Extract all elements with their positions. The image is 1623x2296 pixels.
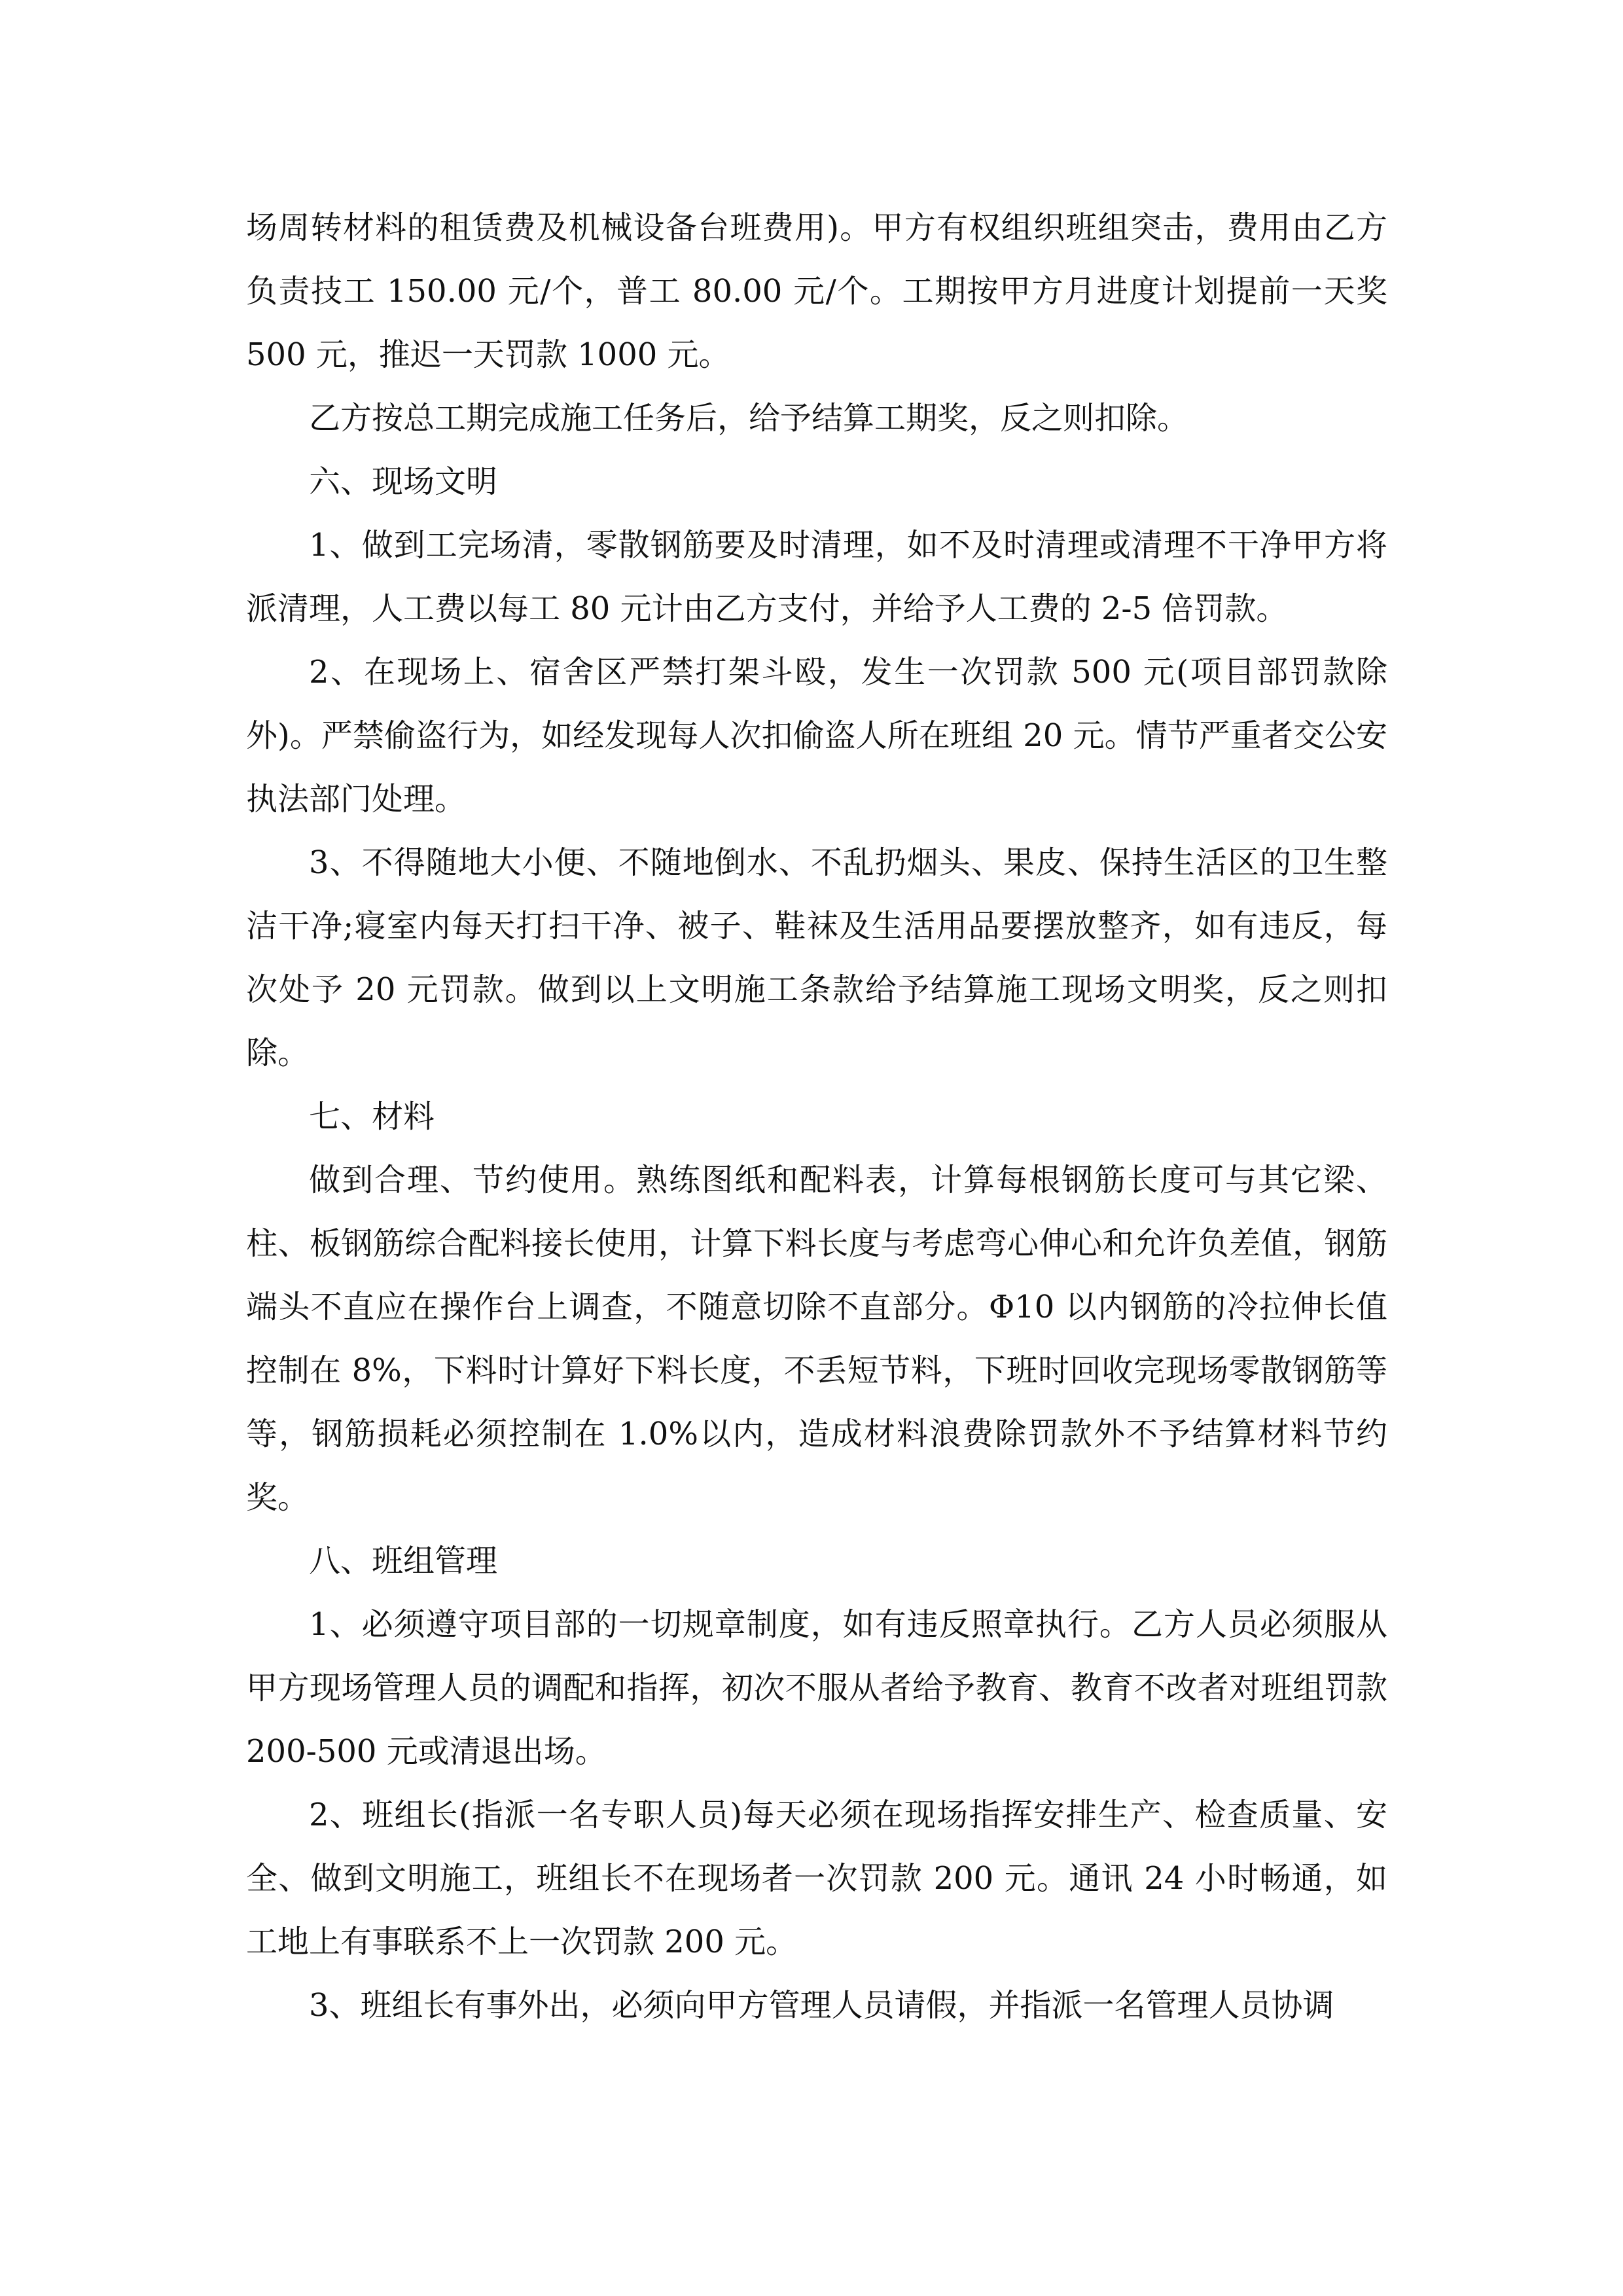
paragraph-hygiene: 3、不得随地大小便、不随地倒水、不乱扔烟头、果皮、保持生活区的卫生整洁干净;寝室内每天打扫干净、被子、鞋袜及生活用品要摆放整齐，如有违反，每次处予 20 元罚款。做到以上文明施工条款给予结算施工现场文明奖，反之则扣除。 <box>246 844 1387 1071</box>
paragraph-material-usage: 做到合理、节约使用。熟练图纸和配料表，计算每根钢筋长度可与其它梁、柱、板钢筋综合配料接长使用，计算下料长度与考虑弯心伸心和允许负差值，钢筋端头不直应在操作台上调查，不随意切除不直部分。Φ10 以内钢筋的冷拉伸长值控制在 8%，下料时计算好下料长度，不丢短节料，下班时回收完现场零散钢筋等等，钢筋损耗必须控制在 1.0%以内，造成材料浪费除罚款外不予结算材料节约奖。 <box>246 1162 1387 1516</box>
paragraph-schedule-bonus: 乙方按总工期完成施工任务后，给予结算工期奖，反之则扣除。 <box>309 400 1189 437</box>
paragraph-rules-compliance: 1、必须遵守项目部的一切规章制度，如有违反照章执行。乙方人员必须服从甲方现场管理人员的调配和指挥，初次不服从者给予教育、教育不改者对班组罚款 200-500 元或清退出场。 <box>246 1606 1387 1770</box>
paragraph-no-fighting: 2、在现场上、宿舍区严禁打架斗殴，发生一次罚款 500 元(项目部罚款除外)。严禁偷盗行为，如经发现每人次扣偷盗人所在班组 20 元。情节严重者交公安执法部门处理。 <box>246 654 1387 817</box>
section-heading-team-management: 八、班组管理 <box>309 1543 498 1579</box>
document-body <box>246 196 1387 2037</box>
paragraph-site-cleanup: 1、做到工完场清，零散钢筋要及时清理，如不及时清理或清理不干净甲方将派清理，人工费以每工 80 元计由乙方支付，并给予人工费的 2-5 倍罚款。 <box>246 527 1387 627</box>
section-heading-site-civility: 六、现场文明 <box>309 463 498 500</box>
paragraph-team-leader-duties: 2、班组长(指派一名专职人员)每天必须在现场指挥安排生产、检查质量、安全、做到文明施工，班组长不在现场者一次罚款 200 元。通讯 24 小时畅通，如工地上有事联系不上一次罚款 200 元。 <box>246 1797 1387 1960</box>
paragraph-rental-fees: 场周转材料的租赁费及机械设备台班费用)。甲方有权组织班组突击，费用由乙方负责技工 150.00 元/个，普工 80.00 元/个。工期按甲方月进度计划提前一天奖 500 元，推迟一天罚款 1000 元。 <box>246 209 1387 373</box>
section-heading-materials: 七、材料 <box>309 1098 435 1135</box>
paragraph-leave-request: 3、班组长有事外出，必须向甲方管理人员请假，并指派一名管理人员协调 <box>309 1987 1334 2024</box>
